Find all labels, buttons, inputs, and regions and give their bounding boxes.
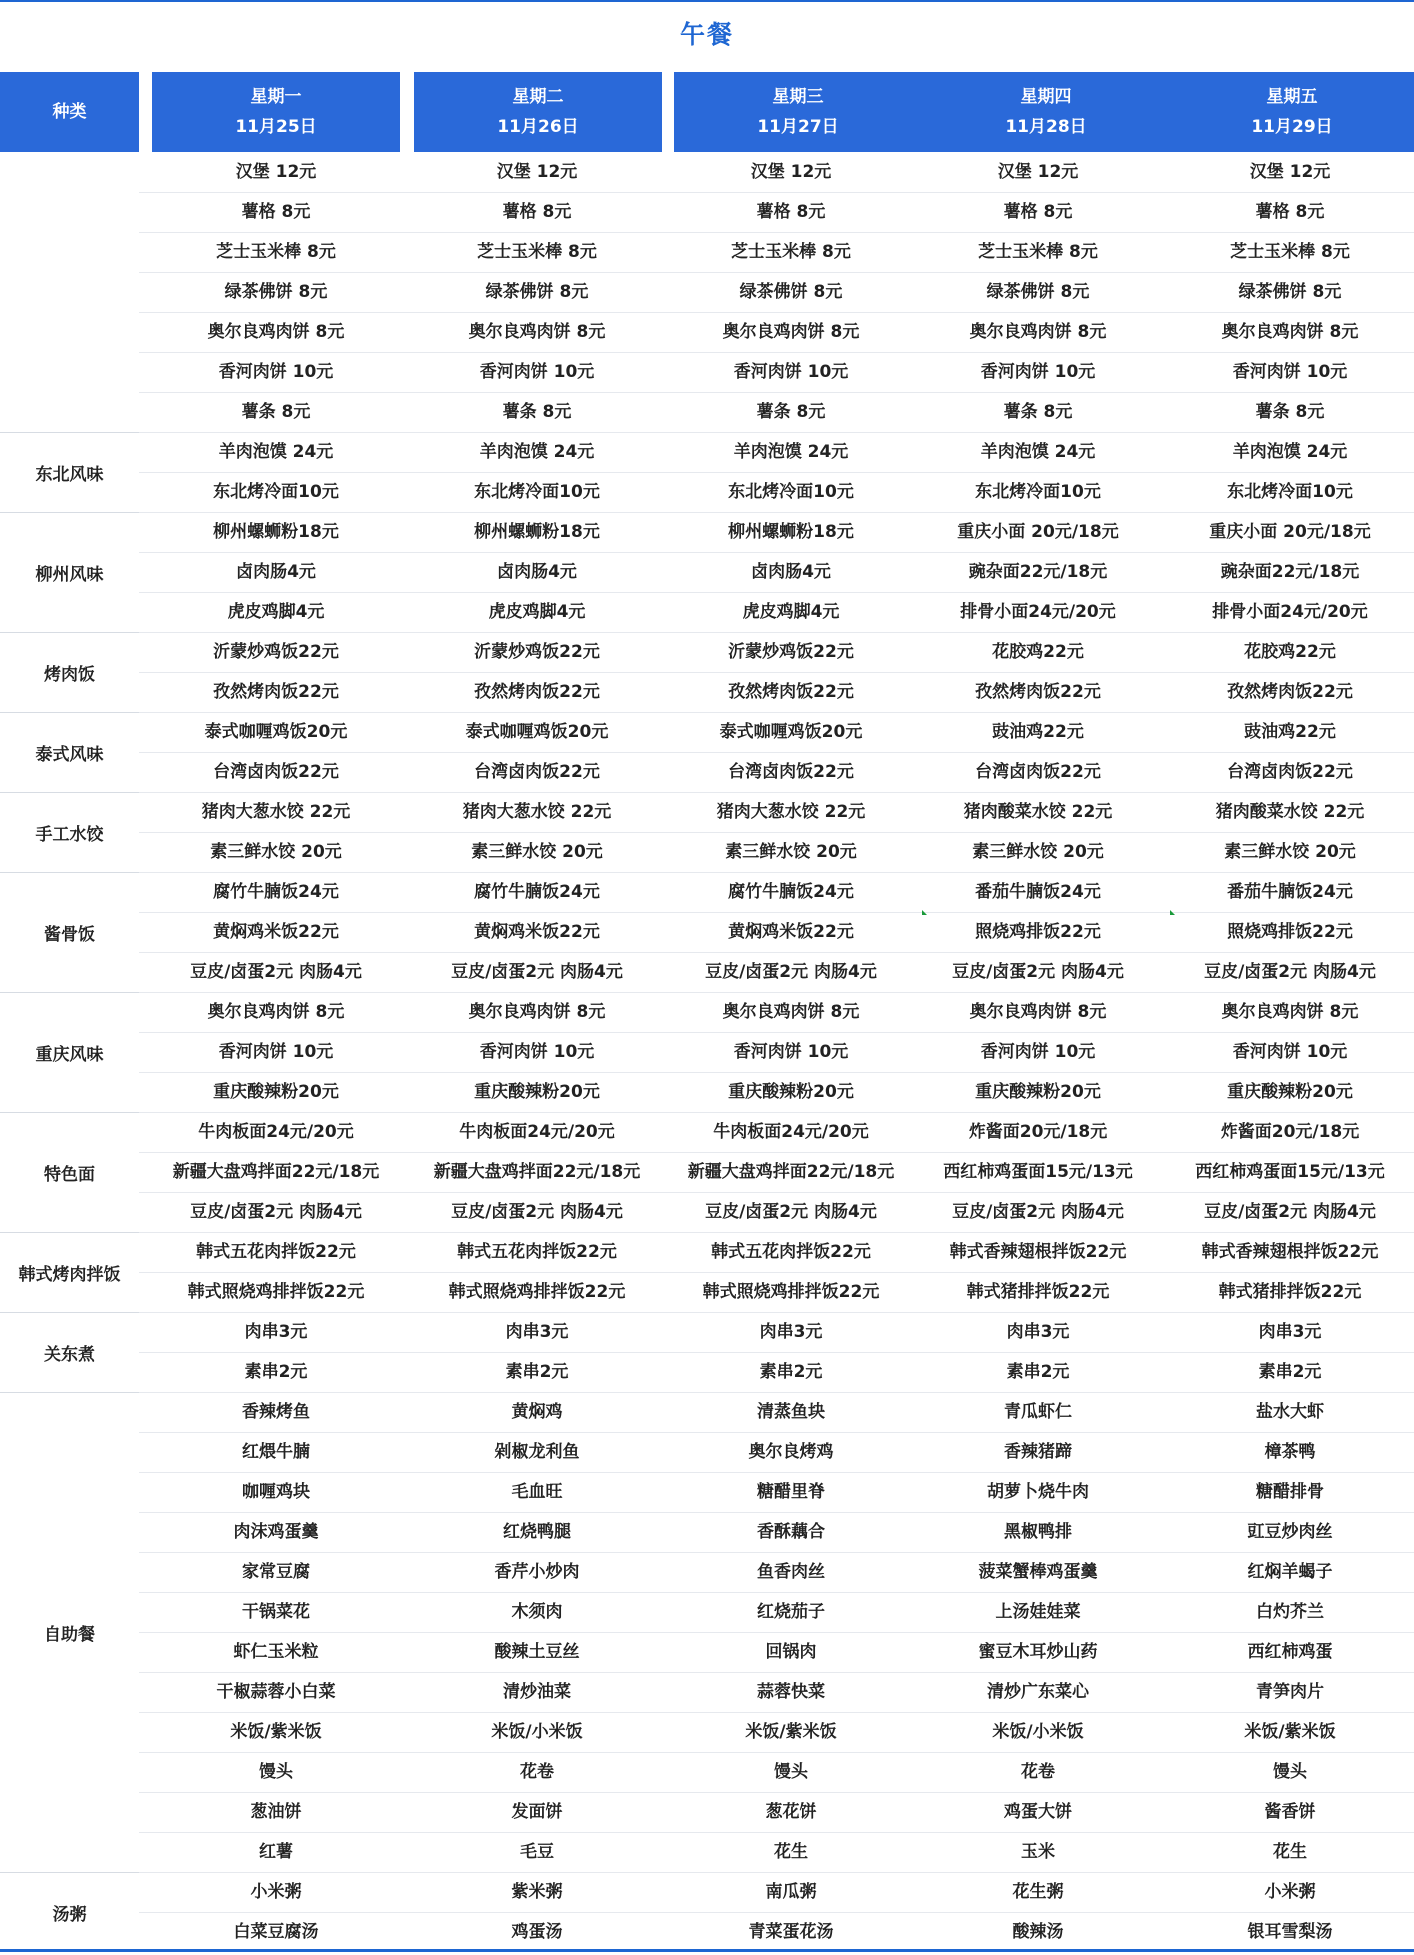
menu-item: 炸酱面20元/18元 — [1220, 1122, 1360, 1142]
menu-item: 绿茶佛饼 8元 — [1238, 282, 1342, 302]
menu-item: 干椒蒜蓉小白菜 — [216, 1682, 336, 1702]
menu-item: 牛肉板面24元/20元 — [459, 1122, 615, 1142]
menu-item: 白灼芥兰 — [1256, 1602, 1324, 1622]
menu-item: 羊肉泡馍 24元 — [733, 442, 849, 462]
page-title: 午餐 — [679, 20, 734, 49]
menu-item: 毛豆 — [520, 1842, 554, 1862]
menu-item: 花胶鸡22元 — [1244, 642, 1336, 662]
bottom-border — [0, 1949, 1414, 1952]
menu-item: 西红柿鸡蛋面15元/13元 — [1195, 1162, 1385, 1182]
menu-item: 薯格 8元 — [241, 202, 311, 222]
category-label: 手工水饺 — [35, 824, 104, 845]
category-label: 烤肉饭 — [44, 664, 95, 685]
menu-item: 台湾卤肉饭22元 — [728, 762, 854, 782]
menu-item: 韩式照烧鸡排拌饭22元 — [448, 1282, 626, 1302]
menu-item: 豌杂面22元/18元 — [968, 562, 1108, 582]
menu-item: 奥尔良鸡肉饼 8元 — [969, 322, 1107, 342]
menu-item: 新疆大盘鸡拌面22元/18元 — [687, 1162, 895, 1182]
menu-item: 香河肉饼 10元 — [733, 1042, 849, 1062]
category-label: 柳州风味 — [35, 564, 104, 585]
menu-item: 沂蒙炒鸡饭22元 — [728, 642, 854, 662]
menu-item: 重庆酸辣粉20元 — [474, 1082, 600, 1102]
menu-item: 豆皮/卤蛋2元 肉肠4元 — [1204, 1202, 1376, 1222]
menu-item: 香河肉饼 10元 — [1232, 1042, 1348, 1062]
menu-item: 素三鲜水饺 20元 — [1224, 842, 1356, 862]
menu-item: 豉油鸡22元 — [1244, 722, 1336, 742]
header-date: 11月26日 — [497, 117, 579, 137]
menu-item: 肉串3元 — [1258, 1322, 1322, 1342]
menu-item: 芝士玉米棒 8元 — [216, 242, 336, 262]
menu-item: 番茄牛腩饭24元 — [975, 882, 1101, 902]
menu-item: 羊肉泡馍 24元 — [1232, 442, 1348, 462]
menu-item: 花胶鸡22元 — [992, 642, 1084, 662]
menu-item: 肉串3元 — [244, 1322, 308, 1342]
menu-item: 孜然烤肉饭22元 — [213, 682, 339, 702]
menu-item: 绿茶佛饼 8元 — [485, 282, 589, 302]
menu-item: 奥尔良鸡肉饼 8元 — [468, 322, 606, 342]
menu-item: 花生 — [774, 1842, 808, 1862]
menu-item: 薯条 8元 — [502, 402, 572, 422]
menu-item: 蜜豆木耳炒山药 — [978, 1642, 1098, 1662]
menu-item: 薯格 8元 — [1255, 202, 1325, 222]
menu-item: 猪肉大葱水饺 22元 — [716, 802, 866, 822]
menu-item: 奥尔良鸡肉饼 8元 — [207, 1002, 345, 1022]
menu-item: 台湾卤肉饭22元 — [474, 762, 600, 782]
header-weekday: 星期五 — [1266, 87, 1318, 107]
menu-item: 白菜豆腐汤 — [233, 1922, 319, 1942]
menu-item: 汉堡 12元 — [1249, 162, 1331, 182]
menu-item: 香河肉饼 10元 — [218, 362, 334, 382]
header-date: 11月28日 — [1005, 117, 1087, 137]
menu-item: 泰式咖喱鸡饭20元 — [465, 722, 609, 742]
menu-item: 西红柿鸡蛋面15元/13元 — [943, 1162, 1133, 1182]
menu-item: 馒头 — [1273, 1762, 1307, 1782]
menu-item: 沂蒙炒鸡饭22元 — [213, 642, 339, 662]
menu-item: 卤肉肠4元 — [497, 562, 577, 582]
menu-item: 虎皮鸡脚4元 — [488, 602, 586, 622]
menu-item: 孜然烤肉饭22元 — [1227, 682, 1353, 702]
header-category-label: 种类 — [52, 102, 87, 122]
menu-item: 奥尔良鸡肉饼 8元 — [468, 1002, 606, 1022]
menu-item: 台湾卤肉饭22元 — [975, 762, 1101, 782]
header-weekday: 星期三 — [772, 87, 824, 107]
menu-item: 酱香饼 — [1264, 1802, 1316, 1822]
menu-item: 鸡蛋汤 — [511, 1922, 563, 1942]
menu-item: 薯条 8元 — [241, 402, 311, 422]
menu-item: 香河肉饼 10元 — [980, 362, 1096, 382]
menu-item: 沂蒙炒鸡饭22元 — [474, 642, 600, 662]
menu-item: 小米粥 — [1264, 1882, 1316, 1902]
menu-item: 馒头 — [774, 1762, 808, 1782]
category-label: 关东煮 — [44, 1344, 95, 1365]
menu-item: 酸辣土豆丝 — [494, 1642, 580, 1662]
menu-item: 排骨小面24元/20元 — [1212, 602, 1368, 622]
menu-item: 薯格 8元 — [502, 202, 572, 222]
menu-item: 花生粥 — [1012, 1882, 1064, 1902]
menu-item: 卤肉肠4元 — [236, 562, 316, 582]
menu-item: 奥尔良鸡肉饼 8元 — [207, 322, 345, 342]
menu-item: 上汤娃娃菜 — [995, 1602, 1081, 1622]
header-day — [414, 72, 662, 152]
menu-item: 豆皮/卤蛋2元 肉肠4元 — [190, 1202, 362, 1222]
menu-item: 豆皮/卤蛋2元 肉肠4元 — [952, 962, 1124, 982]
menu-item: 芝士玉米棒 8元 — [477, 242, 597, 262]
menu-item: 腐竹牛腩饭24元 — [474, 882, 600, 902]
menu-item: 葱花饼 — [765, 1802, 817, 1822]
menu-item: 剁椒龙利鱼 — [494, 1442, 580, 1462]
menu-item: 重庆酸辣粉20元 — [213, 1082, 339, 1102]
menu-item: 素三鲜水饺 20元 — [725, 842, 857, 862]
menu-item: 南瓜粥 — [765, 1882, 817, 1902]
header-day — [674, 72, 922, 152]
menu-item: 素串2元 — [505, 1362, 569, 1382]
menu-item: 奥尔良烤鸡 — [748, 1442, 834, 1462]
menu-item: 蒜蓉快菜 — [757, 1682, 825, 1702]
menu-item: 素串2元 — [1258, 1362, 1322, 1382]
menu-item: 豆皮/卤蛋2元 肉肠4元 — [705, 962, 877, 982]
menu-item: 卤肉肠4元 — [751, 562, 831, 582]
menu-item: 红烧茄子 — [757, 1602, 825, 1622]
menu-item: 东北烤冷面10元 — [213, 482, 339, 502]
menu-item: 家常豆腐 — [242, 1562, 310, 1582]
category-label: 泰式风味 — [35, 744, 104, 765]
header-date: 11月27日 — [757, 117, 839, 137]
menu-item: 奥尔良鸡肉饼 8元 — [722, 322, 860, 342]
menu-item: 孜然烤肉饭22元 — [728, 682, 854, 702]
menu-item: 薯格 8元 — [756, 202, 826, 222]
menu-item: 米饭/紫米饭 — [230, 1722, 322, 1742]
menu-item: 青菜蛋花汤 — [748, 1922, 834, 1942]
menu-item: 香河肉饼 10元 — [218, 1042, 334, 1062]
menu-item: 牛肉板面24元/20元 — [198, 1122, 354, 1142]
menu-item: 豌杂面22元/18元 — [1220, 562, 1360, 582]
category-label: 特色面 — [44, 1164, 95, 1185]
menu-item: 咖喱鸡块 — [242, 1482, 310, 1502]
menu-item: 薯条 8元 — [1255, 402, 1325, 422]
menu-item: 东北烤冷面10元 — [474, 482, 600, 502]
menu-item: 米饭/紫米饭 — [745, 1722, 837, 1742]
menu-item: 紫米粥 — [511, 1882, 563, 1902]
header-date: 11月29日 — [1251, 117, 1333, 137]
header-weekday: 星期二 — [512, 87, 564, 107]
category-label: 自助餐 — [44, 1624, 95, 1645]
menu-item: 香辣烤鱼 — [242, 1402, 310, 1422]
menu-item: 韩式香辣翅根拌饭22元 — [949, 1242, 1127, 1262]
menu-item: 绿茶佛饼 8元 — [986, 282, 1090, 302]
menu-item: 韩式五花肉拌饭22元 — [711, 1242, 871, 1262]
menu-item: 柳州螺蛳粉18元 — [213, 522, 339, 542]
menu-item: 豆皮/卤蛋2元 肉肠4元 — [190, 962, 362, 982]
menu-item: 银耳雪梨汤 — [1247, 1922, 1333, 1942]
menu-item: 葱油饼 — [250, 1802, 302, 1822]
menu-item: 素串2元 — [1006, 1362, 1070, 1382]
menu-item: 炸酱面20元/18元 — [968, 1122, 1108, 1142]
menu-item: 孜然烤肉饭22元 — [474, 682, 600, 702]
header-weekday: 星期一 — [250, 87, 302, 107]
menu-item: 红焖羊蝎子 — [1247, 1562, 1333, 1582]
menu-item: 薯条 8元 — [1003, 402, 1073, 422]
menu-item: 肉串3元 — [505, 1322, 569, 1342]
menu-item: 素三鲜水饺 20元 — [210, 842, 342, 862]
category-label: 东北风味 — [35, 464, 104, 485]
menu-item: 香芹小炒肉 — [494, 1562, 580, 1582]
menu-item: 香河肉饼 10元 — [1232, 362, 1348, 382]
menu-item: 泰式咖喱鸡饭20元 — [719, 722, 863, 742]
menu-item: 盐水大虾 — [1256, 1402, 1324, 1422]
menu-item: 素三鲜水饺 20元 — [471, 842, 603, 862]
menu-item: 香辣猪蹄 — [1004, 1442, 1072, 1462]
menu-item: 重庆酸辣粉20元 — [975, 1082, 1101, 1102]
menu-item: 芝士玉米棒 8元 — [978, 242, 1098, 262]
category-label: 重庆风味 — [35, 1044, 104, 1065]
menu-item: 重庆小面 20元/18元 — [957, 522, 1119, 542]
menu-item: 薯条 8元 — [756, 402, 826, 422]
menu-item: 小米粥 — [250, 1882, 302, 1902]
menu-item: 韩式猪排拌饭22元 — [1218, 1282, 1362, 1302]
menu-item: 红薯 — [259, 1842, 293, 1862]
menu-item: 汉堡 12元 — [496, 162, 578, 182]
header-day — [922, 72, 1170, 152]
menu-item: 韩式香辣翅根拌饭22元 — [1201, 1242, 1379, 1262]
menu-item: 黑椒鸭排 — [1004, 1522, 1072, 1542]
menu-item: 猪肉大葱水饺 22元 — [462, 802, 612, 822]
menu-item: 腐竹牛腩饭24元 — [728, 882, 854, 902]
menu-item: 豆皮/卤蛋2元 肉肠4元 — [451, 1202, 623, 1222]
menu-item: 韩式猪排拌饭22元 — [966, 1282, 1110, 1302]
menu-item: 绿茶佛饼 8元 — [224, 282, 328, 302]
menu-item: 黄焖鸡米饭22元 — [213, 922, 339, 942]
menu-item: 绿茶佛饼 8元 — [739, 282, 843, 302]
menu-item: 鸡蛋大饼 — [1004, 1802, 1072, 1822]
menu-item: 柳州螺蛳粉18元 — [474, 522, 600, 542]
menu-item: 酸辣汤 — [1012, 1922, 1064, 1942]
menu-item: 清炒广东菜心 — [987, 1682, 1089, 1702]
menu-item: 豆皮/卤蛋2元 肉肠4元 — [952, 1202, 1124, 1222]
header-day — [1170, 72, 1414, 152]
header-category — [0, 72, 139, 152]
menu-item: 回锅肉 — [765, 1642, 817, 1662]
menu-item: 糖醋里脊 — [757, 1482, 825, 1502]
menu-item: 韩式照烧鸡排拌饭22元 — [702, 1282, 880, 1302]
menu-item: 芝士玉米棒 8元 — [1230, 242, 1350, 262]
menu-item: 红煨牛腩 — [242, 1442, 310, 1462]
menu-item: 清蒸鱼块 — [757, 1402, 825, 1422]
menu-item: 黄焖鸡米饭22元 — [728, 922, 854, 942]
header-weekday: 星期四 — [1020, 87, 1072, 107]
menu-item: 羊肉泡馍 24元 — [479, 442, 595, 462]
menu-item: 腐竹牛腩饭24元 — [213, 882, 339, 902]
menu-item: 清炒油菜 — [503, 1682, 571, 1702]
menu-item: 米饭/紫米饭 — [1244, 1722, 1336, 1742]
menu-item: 豆皮/卤蛋2元 肉肠4元 — [705, 1202, 877, 1222]
menu-item: 猪肉大葱水饺 22元 — [201, 802, 351, 822]
menu-item: 韩式照烧鸡排拌饭22元 — [187, 1282, 365, 1302]
menu-item: 毛血旺 — [511, 1482, 563, 1502]
menu-item: 奥尔良鸡肉饼 8元 — [722, 1002, 860, 1022]
menu-item: 香河肉饼 10元 — [479, 362, 595, 382]
menu-item: 玉米 — [1021, 1842, 1055, 1862]
menu-item: 馒头 — [259, 1762, 293, 1782]
menu-item: 重庆酸辣粉20元 — [1227, 1082, 1353, 1102]
menu-item: 汉堡 12元 — [235, 162, 317, 182]
menu-item: 台湾卤肉饭22元 — [213, 762, 339, 782]
menu-item: 香河肉饼 10元 — [980, 1042, 1096, 1062]
menu-item: 花卷 — [1021, 1762, 1055, 1782]
menu-item: 木须肉 — [511, 1602, 563, 1622]
menu-item: 孜然烤肉饭22元 — [975, 682, 1101, 702]
menu-item: 排骨小面24元/20元 — [960, 602, 1116, 622]
menu-item: 西红柿鸡蛋 — [1247, 1642, 1333, 1662]
menu-item: 花生 — [1273, 1842, 1307, 1862]
menu-item: 香河肉饼 10元 — [733, 362, 849, 382]
cell-marker-icon — [1170, 910, 1175, 915]
menu-item: 柳州螺蛳粉18元 — [728, 522, 854, 542]
cell-marker-icon — [922, 910, 927, 915]
menu-item: 香酥藕合 — [757, 1522, 825, 1542]
header-day — [152, 72, 400, 152]
menu-item: 台湾卤肉饭22元 — [1227, 762, 1353, 782]
menu-item: 鱼香肉丝 — [757, 1562, 825, 1582]
menu-item: 韩式五花肉拌饭22元 — [196, 1242, 356, 1262]
menu-item: 红烧鸭腿 — [503, 1522, 571, 1542]
menu-item: 豇豆炒肉丝 — [1247, 1522, 1333, 1542]
menu-item: 奥尔良鸡肉饼 8元 — [969, 1002, 1107, 1022]
menu-item: 黄焖鸡米饭22元 — [474, 922, 600, 942]
top-border — [0, 0, 1414, 2]
menu-item: 虾仁玉米粒 — [233, 1642, 319, 1662]
menu-item: 照烧鸡排饭22元 — [1227, 922, 1353, 942]
menu-item: 肉沫鸡蛋羹 — [233, 1522, 319, 1542]
menu-item: 重庆小面 20元/18元 — [1209, 522, 1371, 542]
menu-item: 虎皮鸡脚4元 — [227, 602, 325, 622]
menu-item: 虎皮鸡脚4元 — [742, 602, 840, 622]
menu-item: 米饭/小米饭 — [491, 1722, 583, 1742]
menu-item: 泰式咖喱鸡饭20元 — [204, 722, 348, 742]
menu-item: 香河肉饼 10元 — [479, 1042, 595, 1062]
header-date: 11月25日 — [235, 117, 317, 137]
menu-item: 发面饼 — [511, 1802, 563, 1822]
menu-item: 干锅菜花 — [242, 1602, 310, 1622]
menu-item: 豆皮/卤蛋2元 肉肠4元 — [1204, 962, 1376, 982]
menu-item: 花卷 — [520, 1762, 554, 1782]
menu-item: 奥尔良鸡肉饼 8元 — [1221, 322, 1359, 342]
menu-item: 樟茶鸭 — [1264, 1442, 1316, 1462]
menu-item: 奥尔良鸡肉饼 8元 — [1221, 1002, 1359, 1022]
menu-item: 羊肉泡馍 24元 — [218, 442, 334, 462]
category-label: 汤粥 — [52, 1904, 87, 1925]
menu-item: 汉堡 12元 — [997, 162, 1079, 182]
menu-item: 薯格 8元 — [1003, 202, 1073, 222]
menu-item: 肉串3元 — [1006, 1322, 1070, 1342]
menu-item: 羊肉泡馍 24元 — [980, 442, 1096, 462]
menu-item: 东北烤冷面10元 — [975, 482, 1101, 502]
menu-item: 菠菜蟹棒鸡蛋羹 — [978, 1562, 1098, 1582]
menu-item: 番茄牛腩饭24元 — [1227, 882, 1353, 902]
menu-item: 糖醋排骨 — [1256, 1482, 1324, 1502]
menu-item: 青笋肉片 — [1256, 1682, 1324, 1702]
menu-item: 新疆大盘鸡拌面22元/18元 — [433, 1162, 641, 1182]
menu-item: 猪肉酸菜水饺 22元 — [963, 802, 1113, 822]
menu-item: 肉串3元 — [759, 1322, 823, 1342]
menu-item: 黄焖鸡 — [511, 1402, 563, 1422]
menu-item: 牛肉板面24元/20元 — [713, 1122, 869, 1142]
menu-item: 芝士玉米棒 8元 — [731, 242, 851, 262]
menu-item: 素串2元 — [759, 1362, 823, 1382]
menu-item: 新疆大盘鸡拌面22元/18元 — [172, 1162, 380, 1182]
menu-item: 青瓜虾仁 — [1004, 1402, 1072, 1422]
menu-item: 米饭/小米饭 — [992, 1722, 1084, 1742]
menu-item: 猪肉酸菜水饺 22元 — [1215, 802, 1365, 822]
category-label: 酱骨饭 — [44, 924, 95, 945]
menu-item: 素三鲜水饺 20元 — [972, 842, 1104, 862]
menu-item: 东北烤冷面10元 — [728, 482, 854, 502]
menu-item: 素串2元 — [244, 1362, 308, 1382]
menu-item: 照烧鸡排饭22元 — [975, 922, 1101, 942]
category-label: 韩式烤肉拌饭 — [18, 1264, 121, 1285]
menu-item: 东北烤冷面10元 — [1227, 482, 1353, 502]
menu-item: 胡萝卜烧牛肉 — [987, 1482, 1089, 1502]
menu-item: 重庆酸辣粉20元 — [728, 1082, 854, 1102]
menu-item: 豆皮/卤蛋2元 肉肠4元 — [451, 962, 623, 982]
menu-item: 汉堡 12元 — [750, 162, 832, 182]
menu-item: 豉油鸡22元 — [992, 722, 1084, 742]
menu-item: 韩式五花肉拌饭22元 — [457, 1242, 617, 1262]
